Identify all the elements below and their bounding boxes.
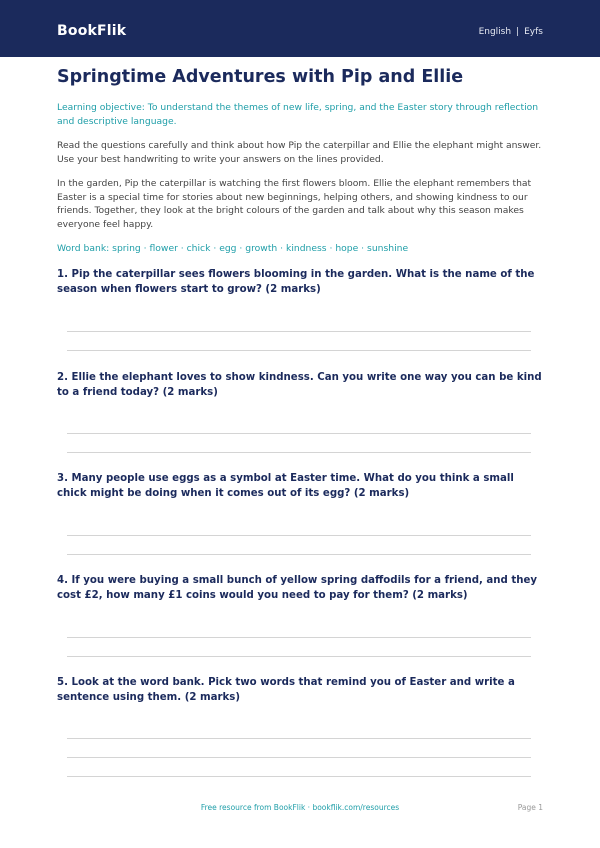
question-3: 3. Many people use eggs as a symbol at Easter time. What do you think a small chick might be doing when it comes out of its egg? (2 marks) <box>57 473 514 499</box>
page-header <box>0 0 600 57</box>
header-separator: | <box>516 27 520 37</box>
answer-line[interactable] <box>67 350 531 351</box>
page-title: Springtime Adventures with Pip and Ellie <box>57 67 464 87</box>
word-bank: Word bank: spring · flower · chick · egg · growth · kindness · hope · sunshine <box>57 243 409 254</box>
answer-line[interactable] <box>67 331 531 332</box>
question-4: 4. If you were buying a small bunch of yellow spring daffodils for a friend, and they cost £2, how many £1 coins would you need to pay for them? (2 marks) <box>57 575 538 601</box>
answer-line[interactable] <box>67 738 531 739</box>
answer-line[interactable] <box>67 637 531 638</box>
brand-logo[interactable]: BookFlik <box>57 23 127 39</box>
answer-line[interactable] <box>67 433 531 434</box>
language-label: English <box>478 27 512 37</box>
level-label: Eyfs <box>524 27 543 37</box>
footer-credit[interactable]: Free resource from BookFlik · bookflik.com/resources <box>200 803 400 812</box>
story-paragraph: In the garden, Pip the caterpillar is watching the first flowers bloom. Ellie the elephant remembers that Easter is a special time for stories about new beginnings, helping others, and showing kindness to our friends. Together, they look at the bright colours of the garden and talk about why this season makes everyone feel happy. <box>57 178 532 230</box>
question-2: 2. Ellie the elephant loves to show kindness. Can you write one way you can be kind to a friend today? (2 marks) <box>57 372 542 398</box>
answer-line[interactable] <box>67 452 531 453</box>
answer-line[interactable] <box>67 535 531 536</box>
answer-line[interactable] <box>67 757 531 758</box>
learning-objective: Learning objective: To understand the themes of new life, spring, and the Easter story through reflection and descriptive language. <box>57 102 539 127</box>
page-number: Page 1 <box>517 803 543 812</box>
instructions: Read the questions carefully and think about how Pip the caterpillar and Ellie the elephant might answer. Use your best handwriting to write your answers on the lines provided. <box>57 140 542 165</box>
header-meta <box>479 27 543 37</box>
answer-line[interactable] <box>67 776 531 777</box>
worksheet-intro <box>57 66 543 255</box>
question-1: 1. Pip the caterpillar sees flowers blooming in the garden. What is the name of the season when flowers start to grow? (2 marks) <box>57 269 535 295</box>
question-5: 5. Look at the word bank. Pick two words that remind you of Easter and write a sentence using them. (2 marks) <box>57 677 515 703</box>
answer-line[interactable] <box>67 656 531 657</box>
answer-line[interactable] <box>67 554 531 555</box>
